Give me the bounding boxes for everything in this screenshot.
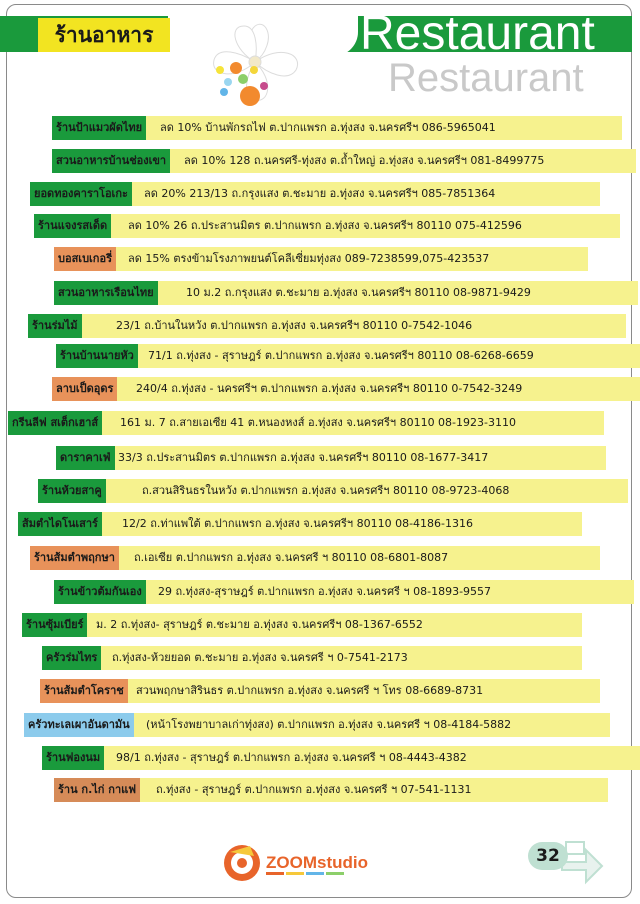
restaurant-name: ยอดทองคาราโอเกะ bbox=[30, 182, 132, 206]
restaurant-detail: (หน้าโรงพยาบาลเก่าทุ่งสง) ต.ปากแพรก อ.ทุ่งสง จ.นครศรี ฯ 08-4184-5882 bbox=[146, 718, 512, 731]
restaurant-name: ร้านข้าวต้มกันเอง bbox=[54, 580, 146, 604]
restaurant-name: ลาบเป็ดอุดร bbox=[52, 377, 117, 401]
restaurant-detail: 33/3 ถ.ประสานมิตร ต.ปากแพรก อ.ทุ่งสง จ.นครศรีฯ 80110 08-1677-3417 bbox=[118, 451, 489, 464]
restaurant-name: สวนอาหารบ้านช่องเขา bbox=[52, 149, 170, 173]
restaurant-name: ร้านห้วยสาคู bbox=[38, 479, 106, 503]
restaurant-name: ร้านป้าแมวผัดไทย bbox=[52, 116, 146, 140]
restaurant-detail: ถ.ทุ่งสง - สุราษฎร์ ต.ปากแพรก อ.ทุ่งสง จ.นครศรี ฯ 07-541-1131 bbox=[156, 783, 472, 796]
restaurant-name: ร้านฟองนม bbox=[42, 746, 104, 770]
list-item bbox=[0, 778, 640, 802]
restaurant-detail: 240/4 ถ.ทุ่งสง - นครศรีฯ ต.ปากแพรก อ.ทุ่งสง จ.นครศรีฯ 80110 0-7542-3249 bbox=[136, 382, 523, 395]
restaurant-detail: 23/1 ถ.บ้านในหวัง ต.ปากแพรก อ.ทุ่งสง จ.นครศรีฯ 80110 0-7542-1046 bbox=[116, 319, 473, 332]
restaurant-name: บอสเบเกอรี่ bbox=[54, 247, 116, 271]
list-item bbox=[0, 411, 640, 435]
zoomstudio-logo bbox=[220, 842, 380, 884]
list-item bbox=[0, 446, 640, 470]
page-title-en-shadow: Restaurant bbox=[388, 56, 584, 100]
restaurant-detail: 71/1 ถ.ทุ่งสง - สุราษฎร์ ต.ปากแพรก อ.ทุ่งสง จ.นครศรีฯ 80110 08-6268-6659 bbox=[148, 349, 534, 362]
list-item bbox=[0, 314, 640, 338]
restaurant-detail: ลด 20% 213/13 ถ.กรุงแสง ต.ชะมาย อ.ทุ่งสง จ.นครศรีฯ 085-7851364 bbox=[144, 187, 496, 200]
page-number: 32 bbox=[528, 842, 568, 870]
list-item bbox=[0, 580, 640, 604]
list-item bbox=[0, 746, 640, 770]
list-item bbox=[0, 344, 640, 368]
restaurant-detail: 12/2 ถ.ท่าแพใต้ ต.ปากแพรก อ.ทุ่งสง จ.นครศรีฯ 80110 08-4186-1316 bbox=[122, 517, 474, 530]
restaurant-detail: ลด 10% บ้านพักรถไฟ ต.ปากแพรก อ.ทุ่งสง จ.นครศรีฯ 086-5965041 bbox=[160, 121, 496, 134]
restaurant-detail: 98/1 ถ.ทุ่งสง - สุราษฎร์ ต.ปากแพรก อ.ทุ่งสง จ.นครศรี ฯ 08-4443-4382 bbox=[116, 751, 467, 764]
list-item bbox=[0, 679, 640, 703]
restaurant-detail: ถ.เอเซีย ต.ปากแพรก อ.ทุ่งสง จ.นครศรี ฯ 80110 08-6801-8087 bbox=[134, 551, 449, 564]
list-item bbox=[0, 377, 640, 401]
list-item bbox=[0, 512, 640, 536]
page-title-thai: ร้านอาหาร bbox=[38, 18, 170, 52]
list-item bbox=[0, 281, 640, 305]
restaurant-detail: สวนพฤกษาสิรินธร ต.ปากแพรก อ.ทุ่งสง จ.นครศรี ฯ โทร 08-6689-8731 bbox=[136, 684, 484, 697]
logo-text: ZOOMstudio bbox=[266, 853, 368, 872]
restaurant-name: ร้านส้มตำพฤกษา bbox=[30, 546, 119, 570]
restaurant-name: ครัวทะเลเผาอันดามัน bbox=[24, 713, 134, 737]
restaurant-name: ดาราคาเฟ่ bbox=[56, 446, 115, 470]
restaurant-name: ส้มตำไดโนเสาร์ bbox=[18, 512, 102, 536]
page-title-en: Restaurant bbox=[360, 7, 595, 60]
restaurant-name: ร้านบ้านนายหัว bbox=[56, 344, 138, 368]
restaurant-detail: 29 ถ.ทุ่งสง-สุราษฎร์ ต.ปากแพรก อ.ทุ่งสง จ.นครศรี ฯ 08-1893-9557 bbox=[158, 585, 492, 598]
restaurant-name: ร้านส้มตำโคราช bbox=[40, 679, 128, 703]
restaurant-detail: ม. 2 ถ.ทุ่งสง- สุราษฎร์ ต.ชะมาย อ.ทุ่งสง จ.นครศรีฯ 08-1367-6552 bbox=[96, 618, 423, 631]
restaurant-detail: 10 ม.2 ถ.กรุงแสง ต.ชะมาย อ.ทุ่งสง จ.นครศรีฯ 80110 08-9871-9429 bbox=[186, 286, 531, 299]
restaurant-name: ร้านแจงรสเด็ด bbox=[34, 214, 111, 238]
restaurant-name: สวนอาหารเรือนไทย bbox=[54, 281, 158, 305]
restaurant-name: กรีนลีฟ สเต็กเฮาส์ bbox=[8, 411, 102, 435]
restaurant-detail: ลด 10% 128 ถ.นครศรี-ทุ่งสง ต.ถ้ำใหญ่ อ.ทุ่งสง จ.นครศรีฯ 081-8499775 bbox=[184, 154, 545, 167]
decorative-dots bbox=[216, 52, 272, 108]
restaurant-name: ร้านร่มไม้ bbox=[28, 314, 82, 338]
list-item bbox=[0, 713, 640, 737]
restaurant-name: ครัวร่มไทร bbox=[42, 646, 101, 670]
list-item bbox=[0, 116, 640, 140]
list-item bbox=[0, 646, 640, 670]
list-item bbox=[0, 214, 640, 238]
restaurant-detail: ถ.ทุ่งสง-ห้วยยอด ต.ชะมาย อ.ทุ่งสง จ.นครศรี ฯ 0-7541-2173 bbox=[112, 651, 408, 664]
list-item bbox=[0, 182, 640, 206]
restaurant-name: ร้านซุ้มเบียร์ bbox=[22, 613, 87, 637]
list-item bbox=[0, 247, 640, 271]
restaurant-detail: ถ.สวนสิรินธรในหวัง ต.ปากแพรก อ.ทุ่งสง จ.นครศรีฯ 80110 08-9723-4068 bbox=[142, 484, 510, 497]
list-item bbox=[0, 613, 640, 637]
list-item bbox=[0, 149, 640, 173]
restaurant-detail: ลด 15% ตรงข้ามโรงภาพยนต์โคลีเซี่ยมทุ่งสง 089-7238599,075-423537 bbox=[128, 252, 490, 265]
list-item bbox=[0, 479, 640, 503]
restaurant-detail: ลด 10% 26 ถ.ประสานมิตร ต.ปากแพรก อ.ทุ่งสง จ.นครศรีฯ 80110 075-412596 bbox=[128, 219, 522, 232]
restaurant-name: ร้าน ก.ไก่ กาแฟ bbox=[54, 778, 140, 802]
restaurant-detail: 161 ม. 7 ถ.สายเอเซีย 41 ต.หนองหงส์ อ.ทุ่งสง จ.นครศรีฯ 80110 08-1923-3110 bbox=[120, 416, 516, 429]
list-item bbox=[0, 546, 640, 570]
